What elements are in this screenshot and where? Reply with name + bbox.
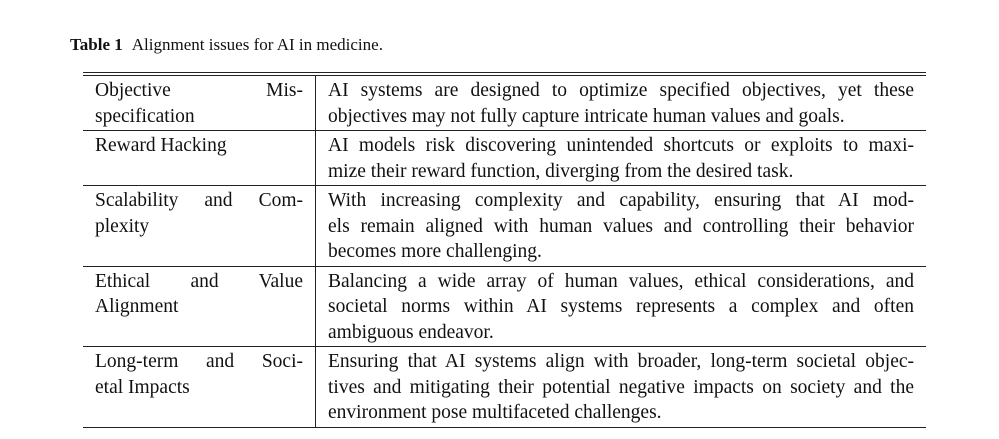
issue-description-line: objectives may not fully capture intricate human values and goals. xyxy=(328,105,845,127)
issue-description-line: With increasing complexity and capability, ensuring that AI mod- xyxy=(328,190,914,211)
issue-term-cell xyxy=(83,347,316,428)
issue-description-line: mize their reward function, diverging from the desired task. xyxy=(328,160,794,182)
table-caption-label: Table 1 xyxy=(70,35,123,54)
table-caption-text: Alignment issues for AI in medicine. xyxy=(131,35,383,54)
issue-description-cell xyxy=(316,131,927,186)
issue-term-line: etal Impacts xyxy=(95,376,190,398)
issue-description-line: AI systems are designed to optimize specified objectives, yet these xyxy=(328,80,914,101)
issue-description-line: Ensuring that AI systems align with broader, long-term societal objec- xyxy=(328,351,914,372)
issue-description-line: becomes more challenging. xyxy=(328,241,542,262)
issue-term-line: Ethical and Value xyxy=(95,270,303,292)
issue-term-line: Reward Hacking xyxy=(95,135,227,156)
issue-term-cell xyxy=(83,131,316,186)
issue-description-line: societal norms within AI systems represents a complex and often xyxy=(328,296,914,317)
table-body xyxy=(83,76,926,428)
issue-description-cell xyxy=(316,76,927,131)
issue-term-line: Long-term and Soci- xyxy=(95,351,303,372)
issue-description-line: environment pose multifaceted challenges. xyxy=(328,402,662,423)
issue-description-line: ambiguous endeavor. xyxy=(328,321,494,343)
table-row xyxy=(83,131,926,186)
issue-description-cell xyxy=(316,347,927,428)
table-caption xyxy=(70,35,383,55)
issue-term-line: Alignment xyxy=(95,296,179,317)
issue-description-line: AI models risk discovering unintended shortcuts or exploits to maxi- xyxy=(328,135,914,156)
issue-description-line: els remain aligned with human values and controlling their behavior xyxy=(328,215,914,237)
issue-description-line: tives and mitigating their potential negative impacts on society and the xyxy=(328,376,914,398)
alignment-issues-table xyxy=(83,72,926,428)
issue-term-cell xyxy=(83,266,316,347)
table-row xyxy=(83,266,926,347)
issue-description-cell xyxy=(316,186,927,267)
issue-term-line: specification xyxy=(95,105,195,127)
issue-description-cell xyxy=(316,266,927,347)
issue-term-cell xyxy=(83,186,316,267)
table-row xyxy=(83,186,926,267)
table-row xyxy=(83,76,926,131)
table-row xyxy=(83,347,926,428)
issue-term-line: Scalability and Com- xyxy=(95,190,303,211)
issue-term-cell xyxy=(83,76,316,131)
issue-description-line: Balancing a wide array of human values, ethical considerations, and xyxy=(328,270,914,292)
issue-term-line: Objective Mis- xyxy=(95,80,303,101)
issue-term-line: plexity xyxy=(95,215,150,237)
